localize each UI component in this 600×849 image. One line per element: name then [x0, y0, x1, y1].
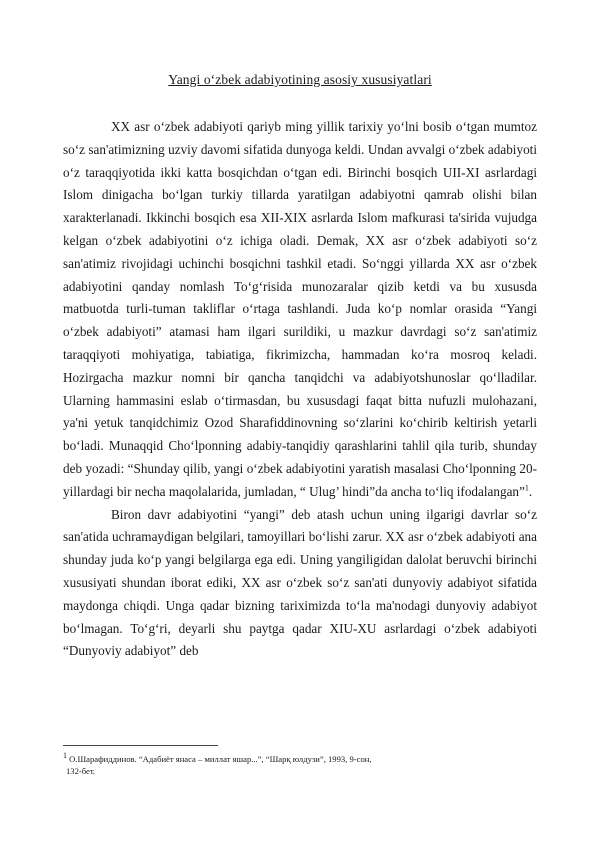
- footnote: [63, 753, 537, 777]
- paragraph-2: Biron davr adabiyotini “yangi” deb atash uchun uning ilgarigi davrlar so‘z san'atida uchramaydigan belgilari, tamoyillari bo‘lishi zarur. XX asr o‘zbek adabiyoti ana shunday juda ko‘p yangi belgilarga ega edi. Uning yangiligidan dalolat beruvchi birinchi xususiyati shundan iborat ediki, XX asr o‘zbek so‘z san'ati dunyoviy adabiyot sifatida maydonga chiqdi. Unga qadar bizning tariximizda to‘la ma'nodagi dunyoviy adabiyot bo‘lmagan. To‘g‘ri, deyarli shu paytga qadar XIU-XU asrlardagi o‘zbek adabiyoti “Dunyoviy adabiyot” deb: [63, 506, 537, 659]
- paragraph-1: [63, 116, 537, 504]
- footnote-divider: [63, 745, 218, 746]
- paragraph-1-end: .: [528, 483, 533, 499]
- document-title: Yangi o‘zbek adabiyotining asosiy xususiyatlari: [168, 72, 432, 87]
- paragraph-1-text: XX asr o‘zbek adabiyoti qariyb ming yillik tarixiy yo‘lni bosib o‘tgan mumtoz so‘z san'atimizning uzviy davomi sifatida dunyoga keldi. Undan avvalgi o‘zbek adabiyoti o‘z taraqqiyotida ikki katta bosqichdan o‘tgan edi. Birinchi bosqich UII-XI asrlardagi Islom dinigacha bo‘lgan turkiy tillarda yaratilgan adabiyotni qamrab olishi bilan xarakterlanadi. Ikkinchi bosqich esa XII-XIX asrlarda Islom mafkurasi ta'sirida vujudga kelgan o‘zbek adabiyotini o‘z ichiga oladi. Demak, XX asr o‘zbek adabiyoti so‘z san'atimiz rivojidagi uchinchi bosqichni tashkil etadi. So‘nggi yillarda XX asr o‘zbek adabiyotini qanday nomlash To‘g‘risida munozaralar qizib ketdi va bu xususda matbuotda turli-tuman takliflar o‘rtaga tashlandi. Juda ko‘p nomlar orasida “Yangi o‘zbek adabiyoti” atamasi ham ilgari surildiki, u mazkur davrdagi so‘z san'atimiz taraqqiyoti mohiyatiga, tabiatiga, fikrimizcha, hammadan ko‘ra mosroq keladi. Hozirgacha mazkur nomni bir qancha tanqidchi va adabiyotshunoslar qo‘lladilar. Ularning hammasini eslab o‘tirmasdan, bu xususdagi faqat bitta nufuzli mulohazani, ya'ni yetuk tanqidchimiz Ozod Sharafiddinovning so‘zlarini ko‘chirib keltirish yetarli bo‘ladi. Munaqqid Cho‘lponning adabiy-tanqidiy qarashlarini tahlil qila turib, shunday deb yozadi: “Shunday qilib, yangi o‘zbek adabiyotini yaratish masalasi Cho‘lponning 20-yillardagi bir necha maqolalarida, jumladan, “ Ulug’ hindi”da ancha to‘liq ifodalangan”: [63, 119, 537, 499]
- footnote-text: О.Шарафиддинов. “Адабиёт янаса – миллат яшар...”, “Шарқ юлдузи”, 1993, 9-сон,: [67, 754, 372, 764]
- footnote-reference[interactable]: 1: [524, 483, 529, 493]
- footnote-line-2: 132-бет.: [66, 766, 96, 776]
- footnote-line-1: [63, 753, 537, 765]
- document-body: [63, 116, 537, 663]
- footnote-number: 1: [63, 751, 67, 761]
